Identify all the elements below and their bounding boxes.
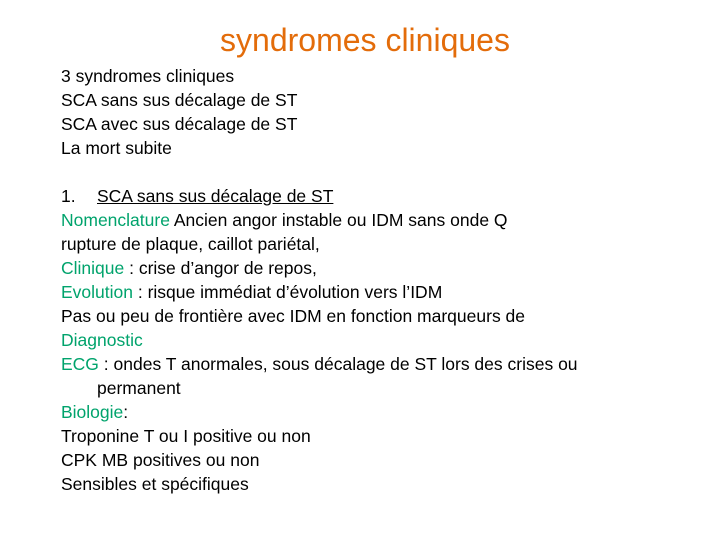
diagnostic-line: Diagnostic [61, 330, 143, 350]
evolution-label: Evolution [61, 282, 133, 302]
evolution-text: : risque immédiat d’évolution vers l’IDM [133, 282, 443, 302]
ecg-label: ECG [61, 354, 99, 374]
nomenclature-label: Nomenclature [61, 210, 170, 230]
nomenclature-text: Ancien angor instable ou IDM sans onde Q [169, 210, 508, 230]
rupture-line: rupture de plaque, caillot pariétal, [61, 234, 320, 254]
frontiere-line: Pas ou peu de frontière avec IDM en fonction marqueurs de [61, 306, 526, 326]
clinique-line [61, 256, 711, 280]
spacer [61, 160, 711, 184]
nomenclature-line [61, 208, 711, 232]
evolution-line [61, 280, 711, 304]
intro-line-4: La mort subite [61, 138, 172, 158]
slide-title: syndromes cliniques [220, 22, 510, 58]
intro-line-3: SCA avec sus décalage de ST [61, 114, 298, 134]
sensibles-line: Sensibles et spécifiques [61, 474, 249, 494]
ecg-continuation-line: permanent [97, 378, 181, 398]
section-number: 1. [61, 186, 76, 206]
section-heading-text: SCA sans sus décalage de ST [97, 186, 334, 206]
ecg-text: : ondes T anormales, sous décalage de ST lors des crises ou [98, 354, 578, 374]
slide-body [61, 64, 711, 496]
biologie-line [61, 400, 711, 424]
biologie-label: Biologie [61, 402, 124, 422]
biologie-colon: : [123, 402, 129, 422]
ecg-line [61, 352, 711, 376]
cpk-line: CPK MB positives ou non [61, 450, 260, 470]
clinique-text: : crise d’angor de repos, [124, 258, 317, 278]
intro-line-1: 3 syndromes cliniques [61, 66, 235, 86]
troponine-line: Troponine T ou I positive ou non [61, 426, 311, 446]
section-heading [61, 184, 711, 208]
intro-line-2: SCA sans sus décalage de ST [61, 90, 298, 110]
clinique-label: Clinique [61, 258, 125, 278]
